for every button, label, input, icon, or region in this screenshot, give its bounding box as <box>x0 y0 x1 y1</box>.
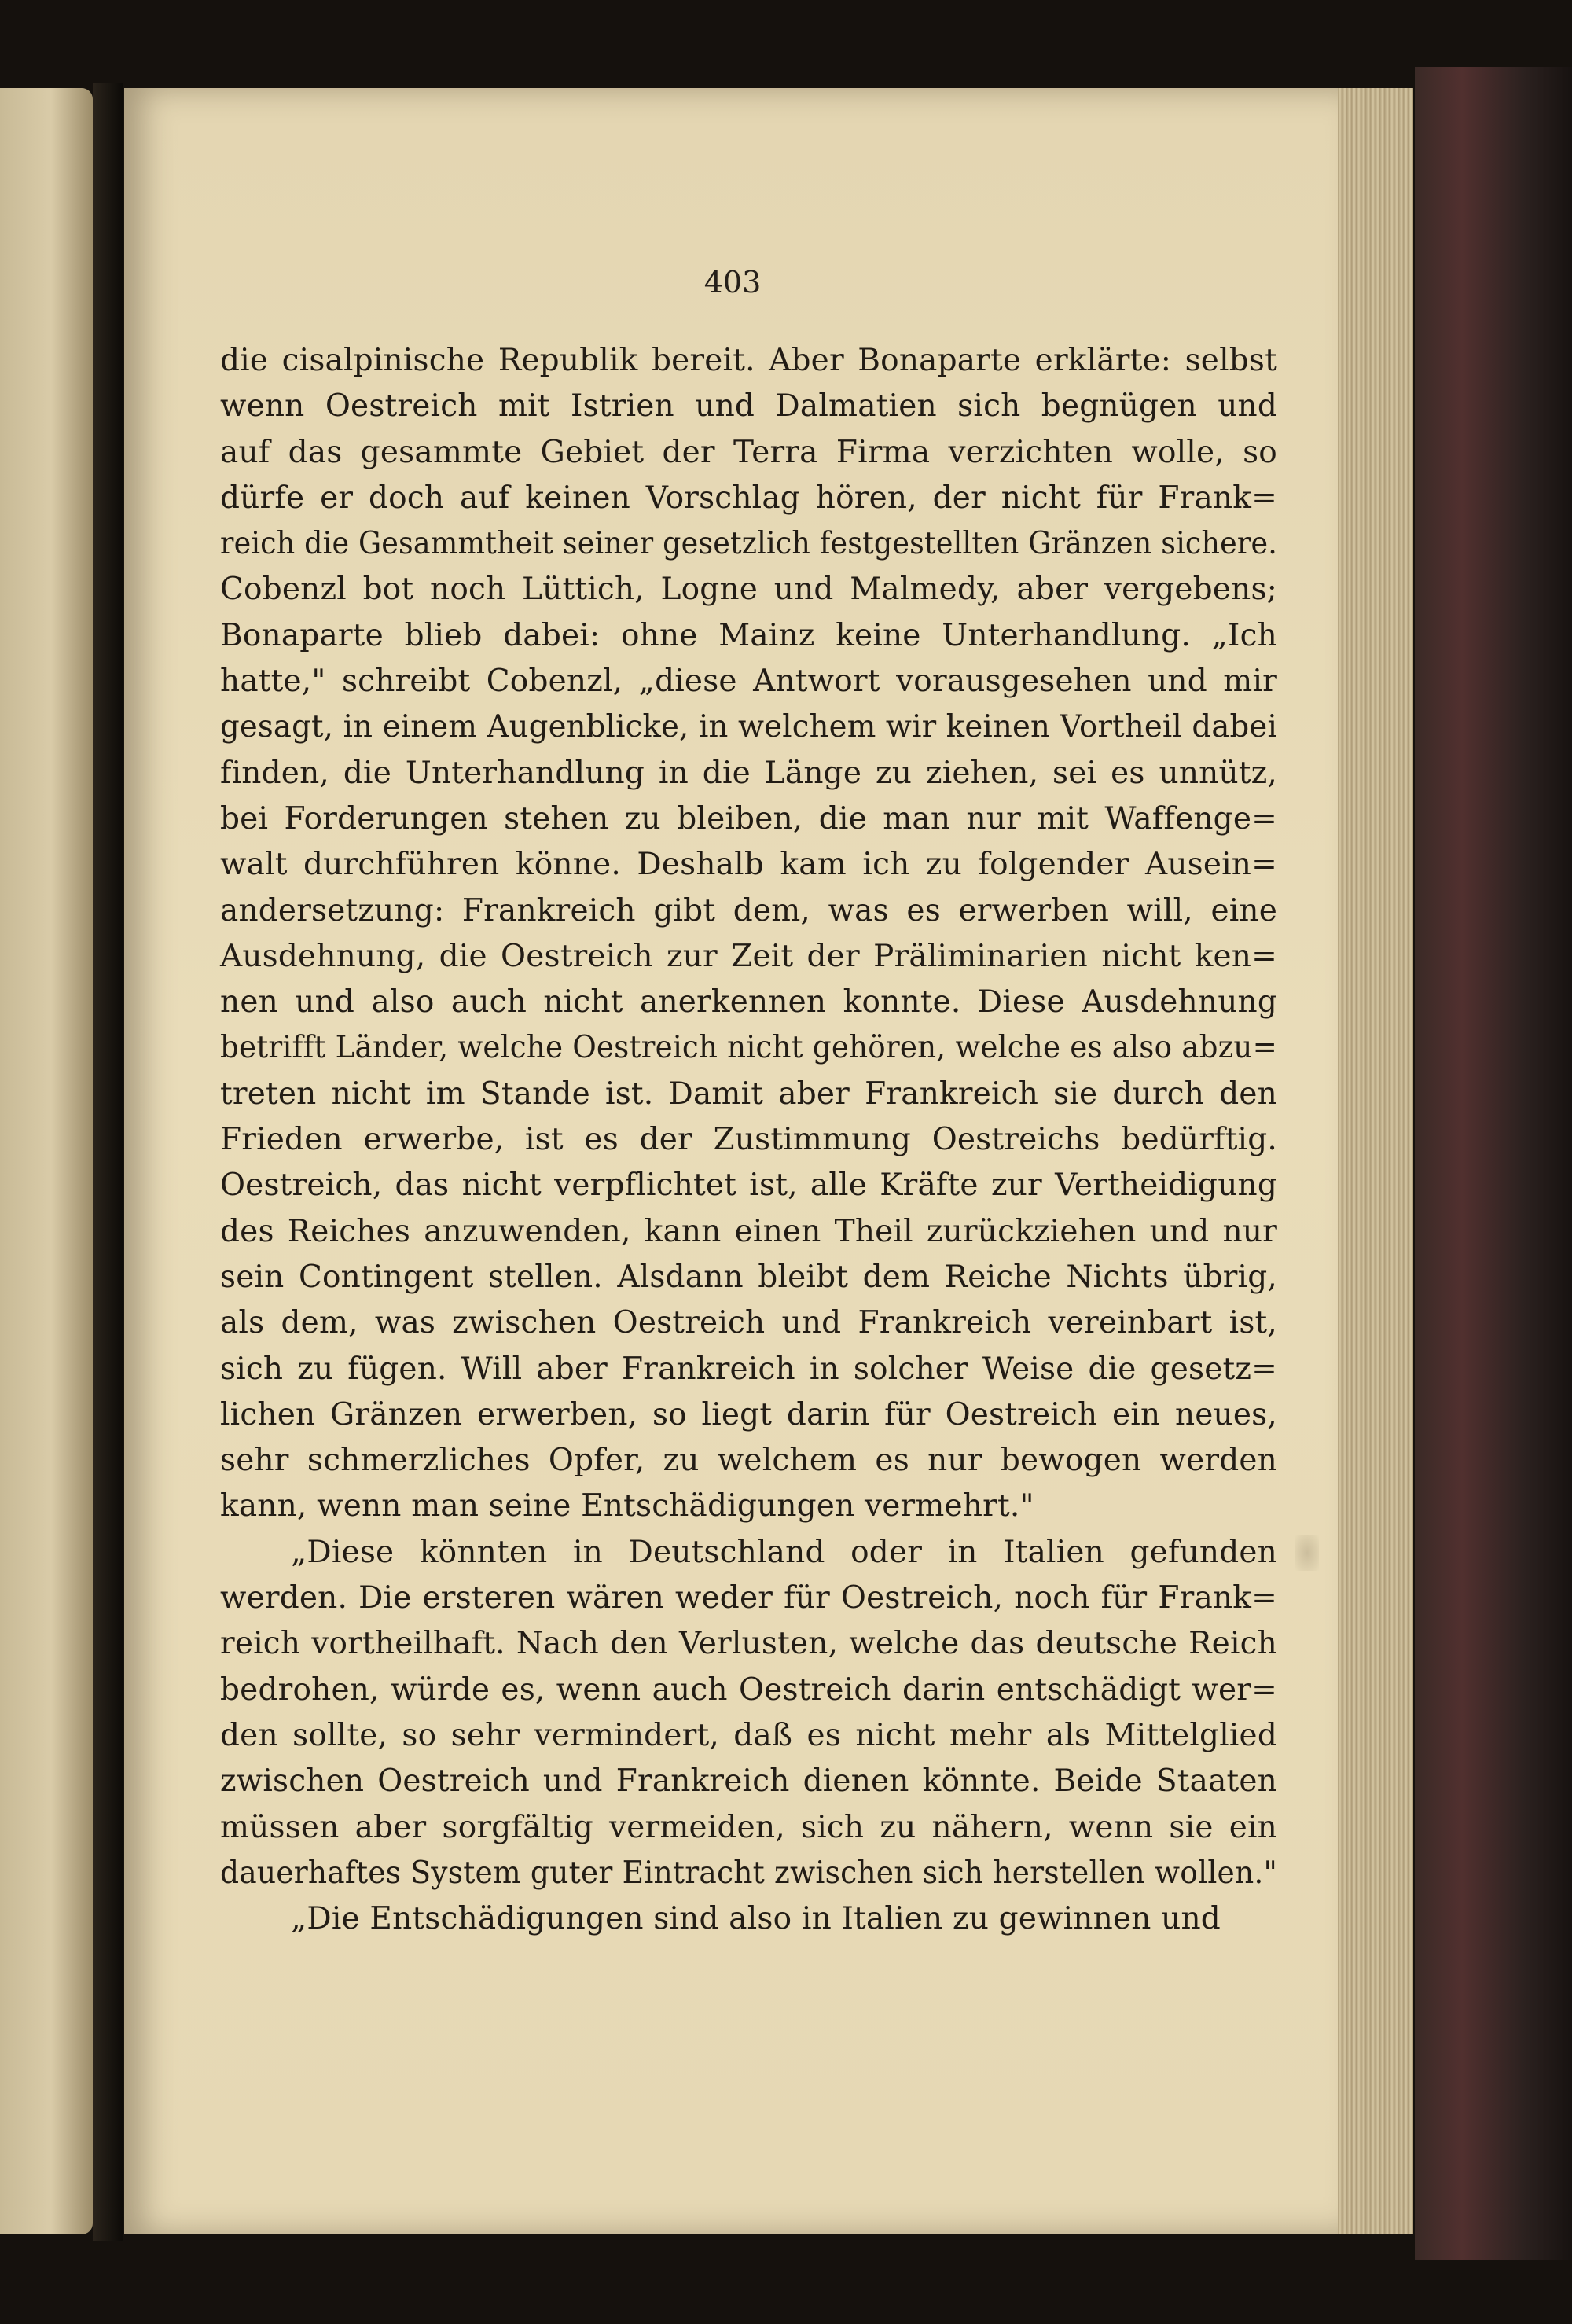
page-number: 403 <box>703 265 762 300</box>
text-line: werden. Die ersteren wären weder für Oestreich, noch für Frank= <box>220 1580 1277 1616</box>
text-line: wenn Oestreich mit Istrien und Dalmatien sich begnügen und <box>220 388 1277 425</box>
text-line: „Die Entschädigungen sind also in Italien zu gewinnen und <box>291 1901 1221 1937</box>
text-line: finden, die Unterhandlung in die Länge zu ziehen, sei es unnütz, <box>220 755 1277 791</box>
facing-page-edge <box>0 88 93 2234</box>
text-line: bedrohen, würde es, wenn auch Oestreich darin entschädigt wer= <box>220 1671 1277 1708</box>
text-line: „Diese könnten in Deutschland oder in Italien gefunden <box>291 1534 1277 1570</box>
text-line: reich die Gesammtheit seiner gesetzlich festgestellten Gränzen sichere. <box>220 526 1277 562</box>
text-line: dauerhaftes System guter Eintracht zwischen sich herstellen wollen." <box>220 1855 1277 1891</box>
text-line: den sollte, so sehr vermindert, daß es nicht mehr als Mittelglied <box>220 1717 1277 1753</box>
page-stack-edge <box>1338 88 1413 2234</box>
text-line: treten nicht im Stande ist. Damit aber Frankreich sie durch den <box>220 1076 1277 1112</box>
text-line: Bonaparte blieb dabei: ohne Mainz keine Unterhandlung. „Ich <box>220 617 1277 653</box>
text-line: Cobenzl bot noch Lüttich, Logne und Malmedy, aber vergebens; <box>220 572 1277 608</box>
text-line: kann, wenn man seine Entschädigungen vermehrt." <box>220 1488 1034 1524</box>
text-line: die cisalpinische Republik bereit. Aber Bonaparte erklärte: selbst <box>220 343 1277 378</box>
text-line: dürfe er doch auf keinen Vorschlag hören, der nicht für Frank= <box>220 480 1277 516</box>
text-line: sich zu fügen. Will aber Frankreich in solcher Weise die gesetz= <box>220 1351 1277 1387</box>
page-text-body <box>220 338 1277 1942</box>
text-line: sehr schmerzliches Opfer, zu welchem es nur bewogen werden <box>220 1443 1277 1479</box>
text-line: gesagt, in einem Augenblicke, in welchem wir keinen Vortheil dabei <box>220 709 1277 745</box>
text-line: zwischen Oestreich und Frankreich dienen könnte. Beide Staaten <box>220 1763 1277 1800</box>
text-line: Oestreich, das nicht verpflichtet ist, alle Kräfte zur Vertheidigung <box>220 1168 1277 1204</box>
text-line: betrifft Länder, welche Oestreich nicht gehören, welche es also abzu= <box>220 1030 1277 1066</box>
text-line: auf das gesammte Gebiet der Terra Firma verzichten wolle, so <box>220 434 1277 470</box>
paper-stain <box>1295 1535 1319 1571</box>
book-cover-edge <box>1415 67 1572 2260</box>
text-line: andersetzung: Frankreich gibt dem, was es erwerben will, eine <box>220 892 1277 928</box>
text-line: nen und also auch nicht anerkennen konnte. Diese Ausdehnung <box>220 984 1277 1020</box>
text-line: hatte," schreibt Cobenzl, „diese Antwort vorausgesehen und mir <box>220 664 1277 700</box>
text-line: Frieden erwerbe, ist es der Zustimmung Oestreichs bedürftig. <box>220 1122 1277 1158</box>
text-line: Ausdehnung, die Oestreich zur Zeit der Präliminarien nicht ken= <box>220 938 1277 974</box>
text-line: bei Forderungen stehen zu bleiben, die man nur mit Waffenge= <box>220 800 1277 837</box>
book-gutter <box>93 83 123 2241</box>
text-line: müssen aber sorgfältig vermeiden, sich zu nähern, wenn sie ein <box>220 1809 1277 1845</box>
text-line: reich vortheilhaft. Nach den Verlusten, welche das deutsche Reich <box>220 1626 1277 1662</box>
text-line: des Reiches anzuwenden, kann einen Theil zurückziehen und nur <box>220 1213 1277 1249</box>
book-page <box>124 88 1341 2234</box>
text-line: walt durchführen könne. Deshalb kam ich zu folgender Ausein= <box>220 847 1277 883</box>
text-line: lichen Gränzen erwerben, so liegt darin für Oestreich ein neues, <box>220 1396 1277 1432</box>
text-line: sein Contingent stellen. Alsdann bleibt dem Reiche Nichts übrig, <box>220 1259 1277 1295</box>
text-line: als dem, was zwischen Oestreich und Frankreich vereinbart ist, <box>220 1305 1277 1341</box>
